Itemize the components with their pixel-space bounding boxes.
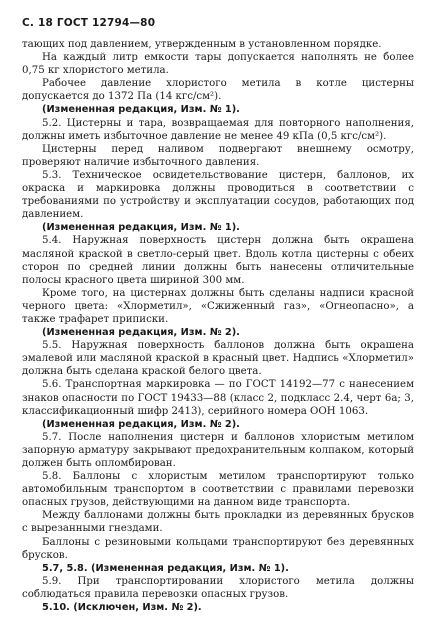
paragraph: Кроме того, на цистернах должны быть сделаны надписи красной черного цвета: «Хлорметил», «Сжиженный газ», «Огнеопасно», а также трафарет приписки. [22,287,414,325]
revision-note: 5.10. (Исключен, Изм. № 2). [42,602,202,614]
paragraph: На каждый литр емкости тары допускается наполнять не более 0,75 кг хлористого метила. [22,52,414,77]
document-body [22,38,414,614]
revision-note: (Измененная редакция, Изм. № 1). [42,104,240,116]
paragraph: тающих под давлением, утвержденным в установленном порядке. [22,39,382,50]
revision-note: 5.7, 5.8. (Измененная редакция, Изм. № 1). [42,562,289,574]
paragraph: 5.8. Баллоны с хлористым метилом транспортируют только автомобильным транспортом в соответствии с правилами перевозки опасных грузов, действующими на данном виде транспорта. [22,471,414,509]
paragraph: 5.2. Цистерны и тара, возвращаемая для повторного наполнения, должны иметь избыточное давление не менее 49 кПа (0,5 кгс/см²). [22,117,414,142]
revision-note: (Измененная редакция, Изм. № 2). [42,327,240,339]
paragraph: Между баллонами должны быть прокладки из деревянных брусков с вырезанными гнездами. [22,510,414,535]
page-header: С. 18 ГОСТ 12794—80 [22,17,156,29]
paragraph: 5.7. После наполнения цистерн и баллонов хлористым метилом запорную арматуру закрывают предохранительным колпаком, который должен быть опломбирован. [22,431,414,469]
paragraph: 5.4. Наружная поверхность цистерн должна быть окрашена масляной краской в светло-серый цвет. Вдоль котла цистерны с обеих сторон по средней линии должны быть нанесены отличительные полосы красного цвета шириной 300 мм. [22,235,414,286]
paragraph: 5.9. При транспортировании хлористого метила должны соблюдаться правила перевозки опасных грузов. [22,575,414,600]
paragraph: Рабочее давление хлористого метила в котле цистерны допускается до 1372 Па (14 кгс/см²). [22,78,414,103]
paragraph: Цистерны перед наливом подвергают внешнему осмотру, проверяют наличие избыточного давления. [22,143,414,168]
paragraph: 5.5. Наружная поверхность баллонов должна быть окрашена эмалевой или масляной краской в красный цвет. Надпись «Хлорметил» должна быть сделана краской белого цвета. [22,340,414,378]
paragraph: 5.6. Транспортная маркировка — по ГОСТ 14192—77 с нанесением знаков опасности по ГОСТ 19433—88 (класс 2, подкласс 2.4, черт 6а; 3, классификационный шифр 2413), серийного номера ООН 1063. [22,379,414,417]
revision-note: (Измененная редакция, Изм. № 2). [42,418,240,430]
revision-note: (Измененная редакция, Изм. № 1). [42,222,240,234]
paragraph: 5.3. Техническое освидетельствование цистерн, баллонов, их окраска и маркировка должны проводиться в соответствии с требованиями по устройству и эксплуатации сосудов, работающих под давлением. [22,169,414,221]
paragraph: Баллоны с резиновыми кольцами транспортируют без деревянных брусков. [22,536,414,561]
